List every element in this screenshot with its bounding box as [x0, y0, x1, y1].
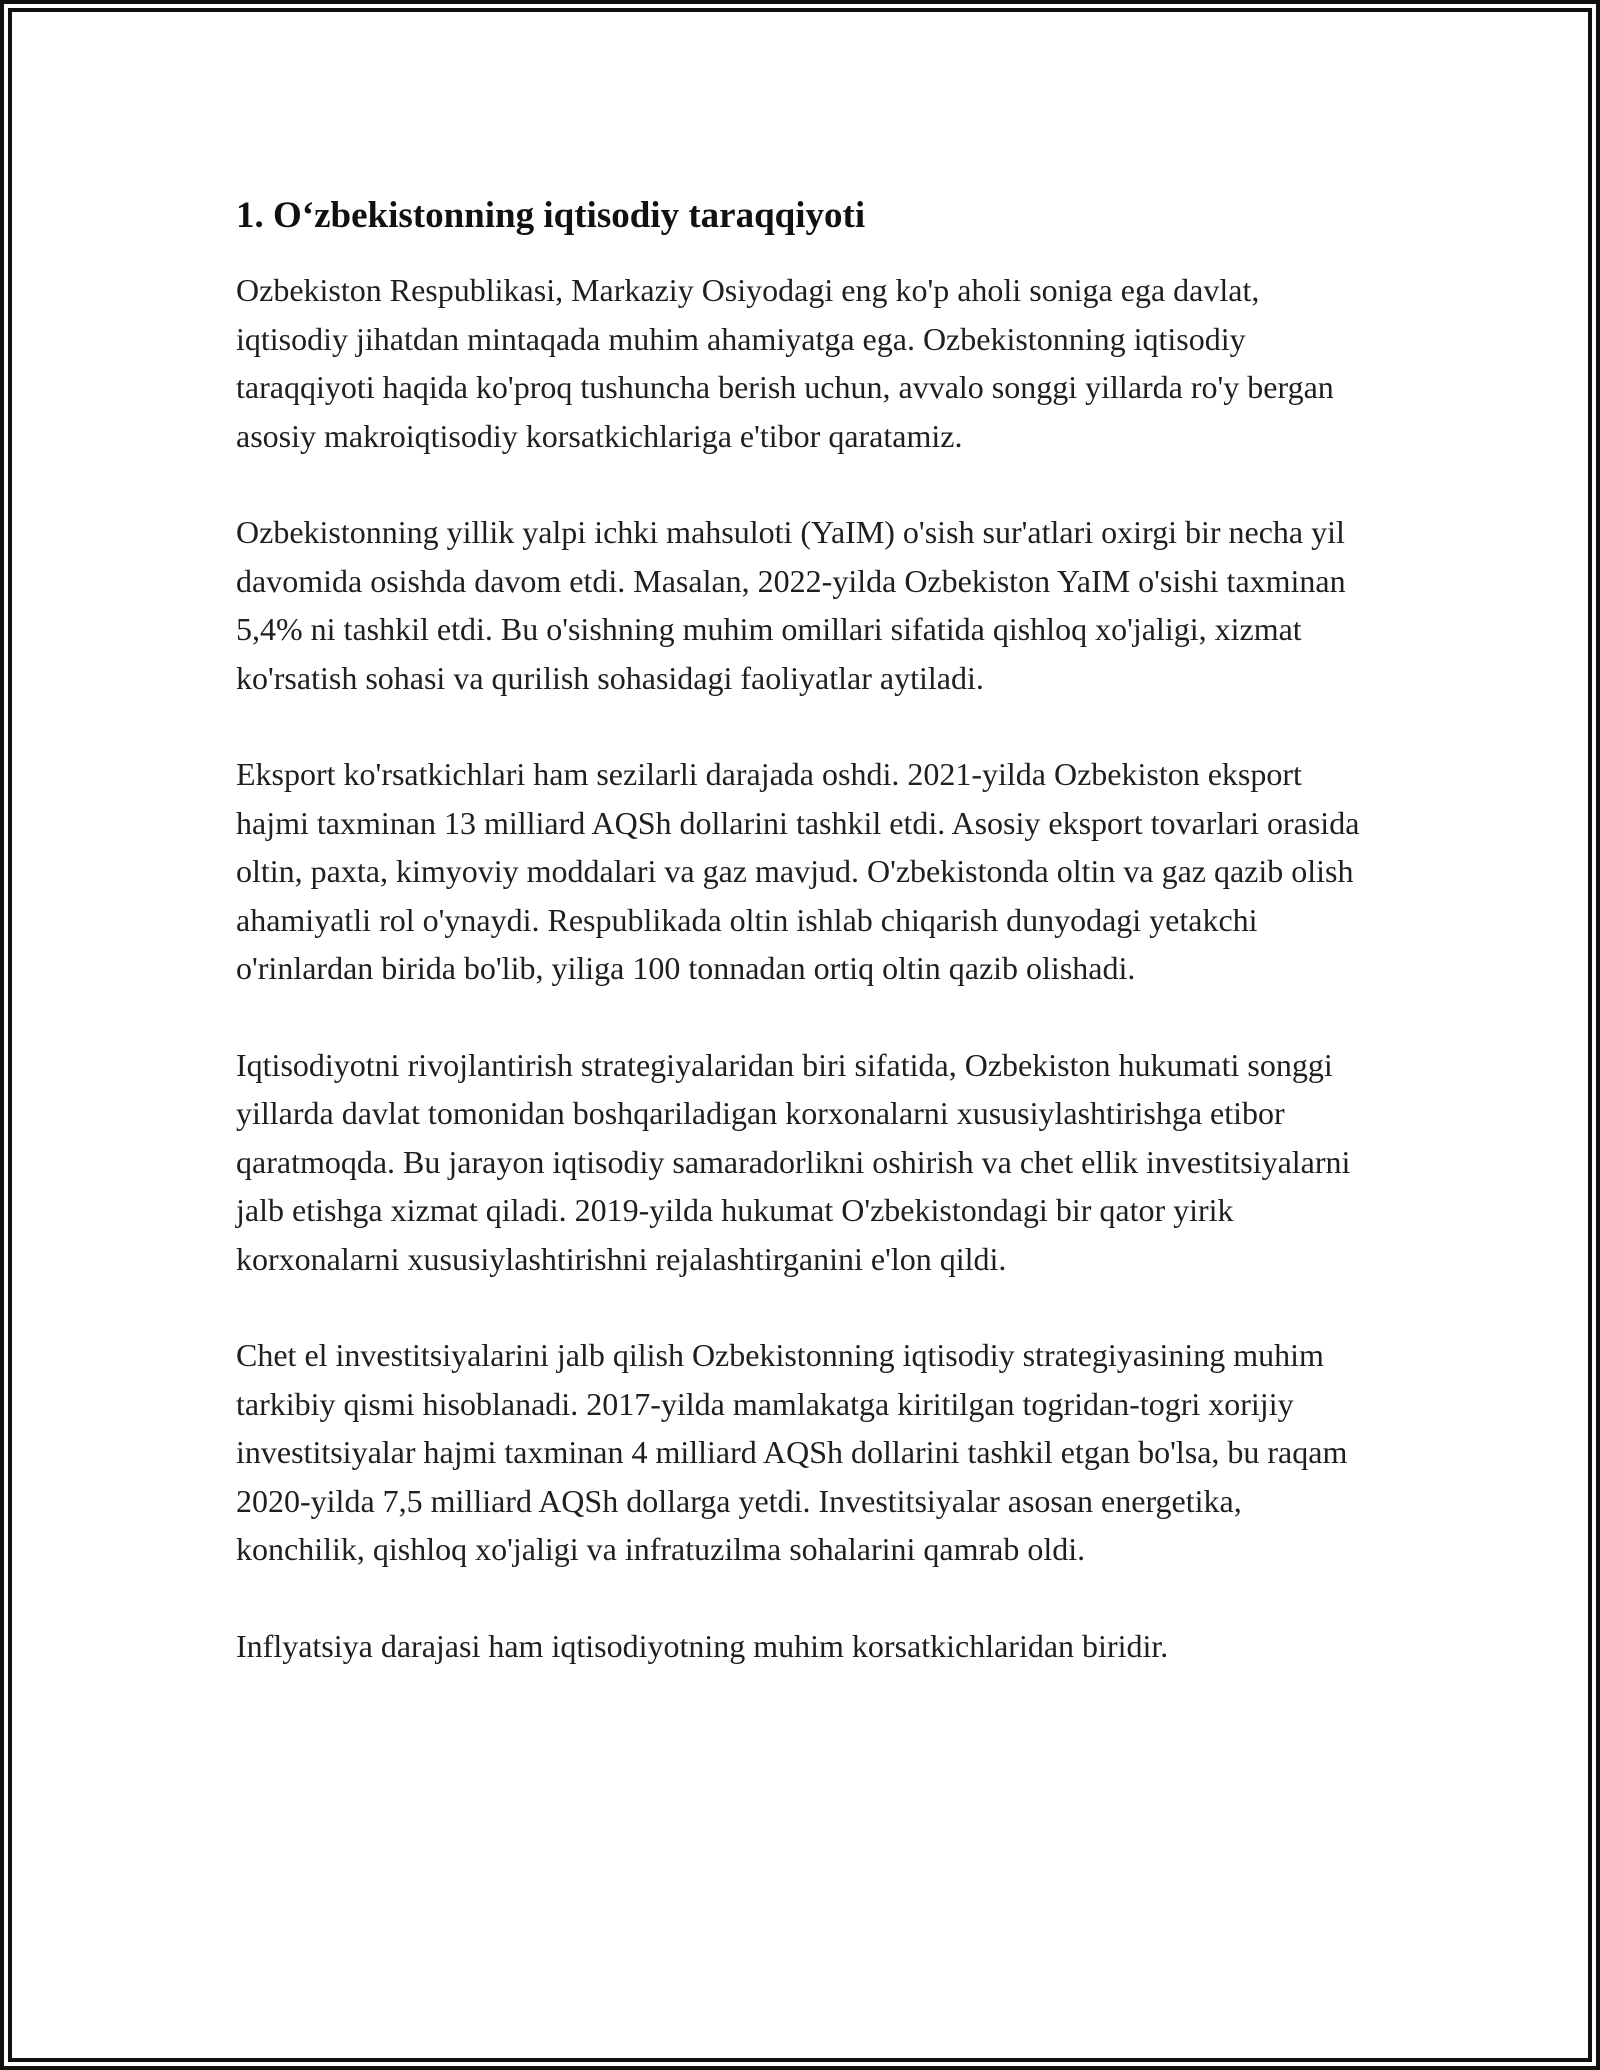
paragraph-inflation: Inflyatsiya darajasi ham iqtisodiyotning muhim korsatkichlaridan biridir.	[236, 1627, 1169, 1664]
paragraph-privatization: Iqtisodiyotni rivojlantirish strategiyalaridan biri sifatida, Ozbekiston hukumati songgi yillarda davlat tomonidan boshqariladigan korxonalarni xususiylashtirishga etibor qaratmoqda. Bu jarayon iqtisodiy samaradorlikni oshirish va chet ellik investitsiyalarni jalb etishga xizmat qiladi. 2019-yilda hukumat O'zbekistondagi bir qator yirik korxonalarni xususiylashtirishni rejalashtirganini e'lon qildi.	[236, 1046, 1351, 1277]
paragraph-export: Eksport ko'rsatkichlari ham sezilarli darajada oshdi. 2021-yilda Ozbekiston eksport hajmi taxminan 13 milliard AQSh dollarini tashkil etdi. Asosiy eksport tovarlari orasida oltin, paxta, kimyoviy moddalari va gaz mavjud. O'zbekistonda oltin va gaz qazib olish ahamiyatli rol o'ynaydi. Respublikada oltin ishlab chiqarish dunyodagi yetakchi o'rinlardan birida bo'lib, yiliga 100 tonnadan ortiq oltin qazib olishadi.	[236, 756, 1360, 986]
paragraph-gdp: Ozbekistonning yillik yalpi ichki mahsuloti (YaIM) o'sish sur'atlari oxirgi bir necha yil davomida osishda davom etdi. Masalan, 2022-yilda Ozbekiston YaIM o'sishi taxminan 5,4% ni tashkil etdi. Bu o'sishning muhim omillari sifatida qishloq xo'jaligi, xizmat ko'rsatish sohasi va qurilish sohasidagi faoliyatlar aytiladi.	[236, 514, 1346, 696]
paragraph-intro: Ozbekiston Respublikasi, Markaziy Osiyodagi eng ko'p aholi soniga ega davlat, iqtisodiy jihatdan mintaqada muhim ahamiyatga ega. Ozbekistonning iqtisodiy taraqqiyoti haqida ko'proq tushuncha berish uchun, avvalo songgi yillarda ro'y bergan asosiy makroiqtisodiy korsatkichlariga e'tibor qaratamiz.	[236, 272, 1334, 454]
paragraph-investment: Chet el investitsiyalarini jalb qilish Ozbekistonning iqtisodiy strategiyasining muhim tarkibiy qismi hisoblanadi. 2017-yilda mamlakatga kiritilgan togridan-togri xorijiy investitsiyalar hajmi taxminan 4 milliard AQSh dollarini tashkil etgan bo'lsa, bu raqam 2020-yilda 7,5 milliard AQSh dollarga yetdi. Investitsiyalar asosan energetika, konchilik, qishloq xo'jaligi va infratuzilma sohalarini qamrab oldi.	[236, 1337, 1348, 1567]
document-body	[236, 188, 1366, 1718]
section-heading: 1. O‘zbekistonning iqtisodiy taraqqiyoti	[236, 195, 866, 236]
